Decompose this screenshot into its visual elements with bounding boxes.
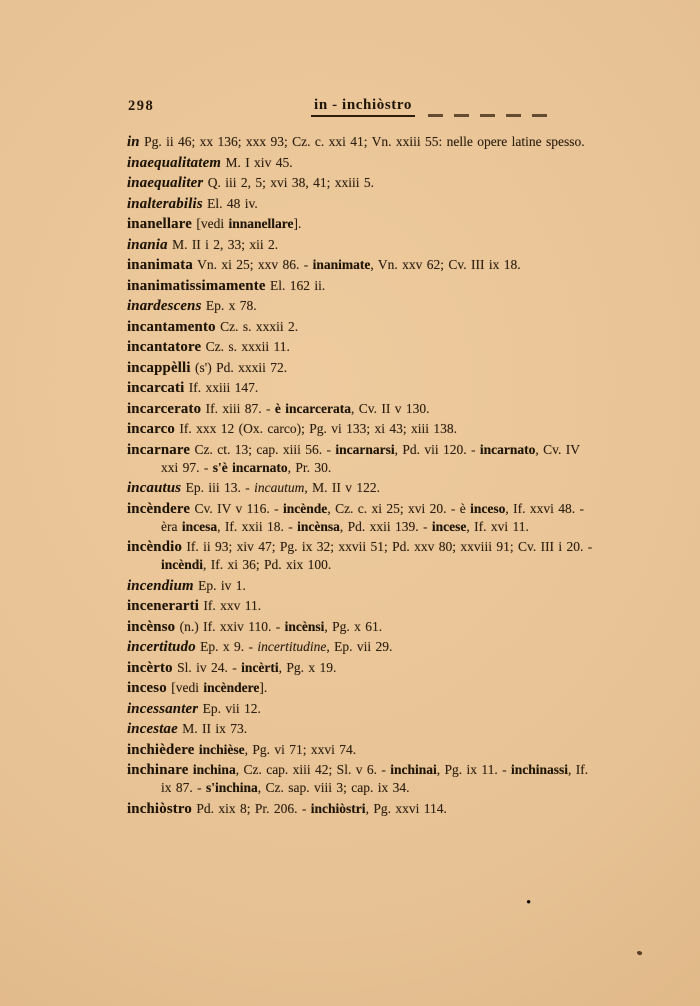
entry-text: , Pg. x 19. (278, 659, 337, 675)
bold-form: inchièse (198, 741, 245, 757)
entry-text: , If. xxii 18. - (217, 518, 298, 534)
bold-form: incèndere (203, 680, 260, 695)
entry-text: ]. (259, 680, 268, 695)
headword: inardescens (127, 298, 202, 314)
bold-form: incèndi (161, 557, 204, 572)
headword: incèrto (127, 659, 173, 676)
index-entry (127, 479, 601, 497)
index-entry (127, 379, 601, 397)
entry-text: Ep. x 9. - (195, 639, 258, 654)
entry-text: , Pg. x 61. (324, 618, 383, 634)
bold-form: inchiòstri (310, 800, 366, 816)
entry-text: , Vn. xxv 62; Cv. III ix 18. (370, 257, 521, 272)
entry-text: (n.) If. xxiv 110. - (175, 618, 285, 634)
bold-form: incarnato (479, 441, 536, 457)
index-entry (127, 761, 601, 797)
bold-form: s'inchina (206, 780, 258, 795)
entry-text: Ep. x 78. (201, 298, 257, 313)
index-entry (127, 154, 601, 172)
entry-text: Ep. iv 1. (193, 577, 246, 593)
entry-text: If. xxx 12 (Ox. carco); Pg. vi 133; xi 43; xiii 138. (174, 421, 457, 436)
entry-text: Cv. IV v 116. - (190, 500, 284, 516)
entry-text: , Cz. c. xi 25; xvi 20. - è (327, 500, 471, 516)
headword: incèndere (127, 500, 191, 517)
entry-text: , Pg. vi 71; xxvi 74. (244, 741, 357, 757)
bold-form: inchinai (390, 762, 437, 777)
headword: incantamento (127, 318, 216, 335)
ink-speck (636, 950, 642, 956)
entry-text: Pd. xix 8; Pr. 206. - (192, 800, 311, 816)
entry-text: Pg. ii 46; xx 136; xxx 93; Cz. c. xxi 41; Vn. xxiii 55: nelle opere latine spesso. (139, 134, 585, 149)
index-entry (127, 318, 601, 336)
entry-text: , Ep. vii 29. (326, 639, 393, 654)
index-entry (127, 420, 601, 438)
entry-text: If. xiii 87. - (201, 400, 275, 416)
index-entry (127, 538, 601, 574)
entry-text: , Pg. ix 11. - (436, 762, 511, 777)
printed-bullet: • (526, 895, 532, 911)
entry-text: , Pd. xxii 139. - (339, 518, 432, 534)
index-entry (127, 741, 601, 759)
bold-form: innanellare (228, 216, 294, 231)
headword: inanimatissimamente (127, 277, 266, 294)
entry-text: If. xxiii 147. (184, 380, 259, 395)
index-entries (127, 133, 601, 820)
entry-text: M. II ix 73. (177, 721, 248, 736)
entry-text: Cz. s. xxxii 2. (215, 318, 299, 334)
headword: inchièdere (127, 741, 195, 758)
index-entry (127, 174, 601, 192)
entry-text: M. II i 2, 33; xii 2. (167, 236, 279, 252)
entry-text: If. xxv 11. (199, 598, 262, 613)
index-entry (127, 597, 601, 615)
entry-text: Vn. xi 25; xxv 86. - (192, 257, 313, 272)
index-entry (127, 800, 601, 818)
headword: inalterabilis (127, 195, 203, 212)
headword: incarnare (127, 441, 191, 458)
headword: inchinare (127, 762, 189, 778)
entry-text: [vedi (192, 216, 229, 231)
index-entry (127, 638, 601, 656)
headword: incessanter (127, 700, 199, 717)
entry-text: incertitudine (257, 639, 327, 654)
running-head-text: in - inchiòstro (311, 97, 415, 117)
bold-form: incèrti (241, 659, 279, 675)
entry-text: , If. xxvi 48. - èra (161, 500, 585, 534)
bold-form: inchina (192, 762, 236, 777)
index-entry (127, 338, 601, 356)
entry-text: Sl. iv 24. - (172, 659, 242, 675)
entry-text: , If. xvi 11. (466, 518, 529, 534)
index-entry (127, 133, 601, 151)
page-number: 298 (128, 98, 155, 114)
headword: inanimata (127, 257, 193, 273)
index-entry (127, 195, 601, 213)
entry-text: , Cz. cap. xiii 42; Sl. v 6. - (235, 762, 391, 777)
headword: incèndio (127, 539, 183, 555)
entry-text: ]. (293, 216, 302, 231)
index-entry (127, 236, 601, 254)
headword: incendium (127, 577, 194, 594)
entry-text: , Cv. IV xxi 97. - (161, 441, 580, 475)
headword: incertitudo (127, 639, 196, 655)
index-entry (127, 277, 601, 295)
entry-text: , If. xi 36; Pd. xix 100. (203, 557, 332, 572)
entry-text: , Cz. sap. viii 3; cap. ix 34. (257, 780, 410, 795)
headword: inchiòstro (127, 800, 193, 817)
index-entry (127, 679, 601, 697)
headword: inaequalitatem (127, 154, 222, 171)
entry-text: Cz. ct. 13; cap. xiii 56. - (190, 441, 336, 457)
headword: incarcerato (127, 400, 202, 417)
headword: incarcati (127, 380, 185, 396)
bold-form: incarnarsi (335, 441, 395, 457)
entry-text: , Cv. II v 130. (350, 400, 430, 416)
bold-form: incènsi (284, 618, 325, 634)
index-entry (127, 720, 601, 738)
entry-text: incautum (254, 480, 305, 495)
bold-form: incènsa (297, 518, 340, 534)
entry-text: Ep. iii 13. - (181, 480, 255, 495)
index-entry (127, 441, 601, 477)
bold-form: incesa (181, 518, 218, 534)
entry-text: , M. II v 122. (304, 480, 380, 495)
entry-text: Ep. vii 12. (198, 700, 261, 716)
headword: incenerarti (127, 598, 200, 614)
entry-text: (s') Pd. xxxii 72. (190, 359, 288, 375)
index-entry (127, 700, 601, 718)
page-header (127, 96, 599, 122)
headword: incappèlli (127, 359, 191, 376)
headword: incènso (127, 618, 176, 635)
headword: inania (127, 236, 168, 253)
entry-text: , Pg. xxvi 114. (365, 800, 447, 816)
headword: incestae (127, 721, 178, 737)
headword: incautus (127, 480, 182, 496)
headword: incarco (127, 421, 175, 437)
entry-text: If. ii 93; xiv 47; Pg. ix 32; xxvii 51; Pd. xxv 80; xxviii 91; Cv. III i 20. - (182, 539, 593, 554)
entry-text: M. I xiv 45. (221, 154, 293, 170)
bold-form: inanimate (312, 257, 371, 272)
index-entry (127, 215, 601, 233)
entry-text: Cz. s. xxxii 11. (201, 339, 290, 354)
index-entry (127, 256, 601, 274)
headword: inceso (127, 680, 167, 696)
entry-text: , Pr. 30. (287, 459, 332, 475)
entry-text: , Pd. vii 120. - (394, 441, 480, 457)
index-entry (127, 577, 601, 595)
bold-form: incese (431, 518, 467, 534)
index-entry (127, 618, 601, 636)
headword: in (127, 134, 140, 150)
headword: incantatore (127, 339, 202, 355)
index-entry (127, 500, 601, 536)
index-entry (127, 659, 601, 677)
index-entry (127, 297, 601, 315)
entry-text: [vedi (166, 680, 204, 695)
bold-form: inceso (470, 500, 506, 516)
bold-form: è incarcerata (274, 400, 351, 416)
entry-text: Q. iii 2, 5; xvi 38, 41; xxiii 5. (203, 175, 375, 190)
entry-text: El. 162 ii. (265, 277, 326, 293)
entry-text: El. 48 iv. (202, 195, 258, 211)
scan-artifact-dashes (428, 114, 548, 117)
index-entry (127, 400, 601, 418)
bold-form: s'è incarnato (212, 459, 288, 475)
bold-form: incènde (283, 500, 328, 516)
headword: inanellare (127, 216, 193, 232)
bold-form: inchinassi (511, 762, 569, 777)
headword: inaequaliter (127, 175, 204, 191)
entry-text: , If. ix 87. - (161, 762, 589, 795)
index-entry (127, 359, 601, 377)
